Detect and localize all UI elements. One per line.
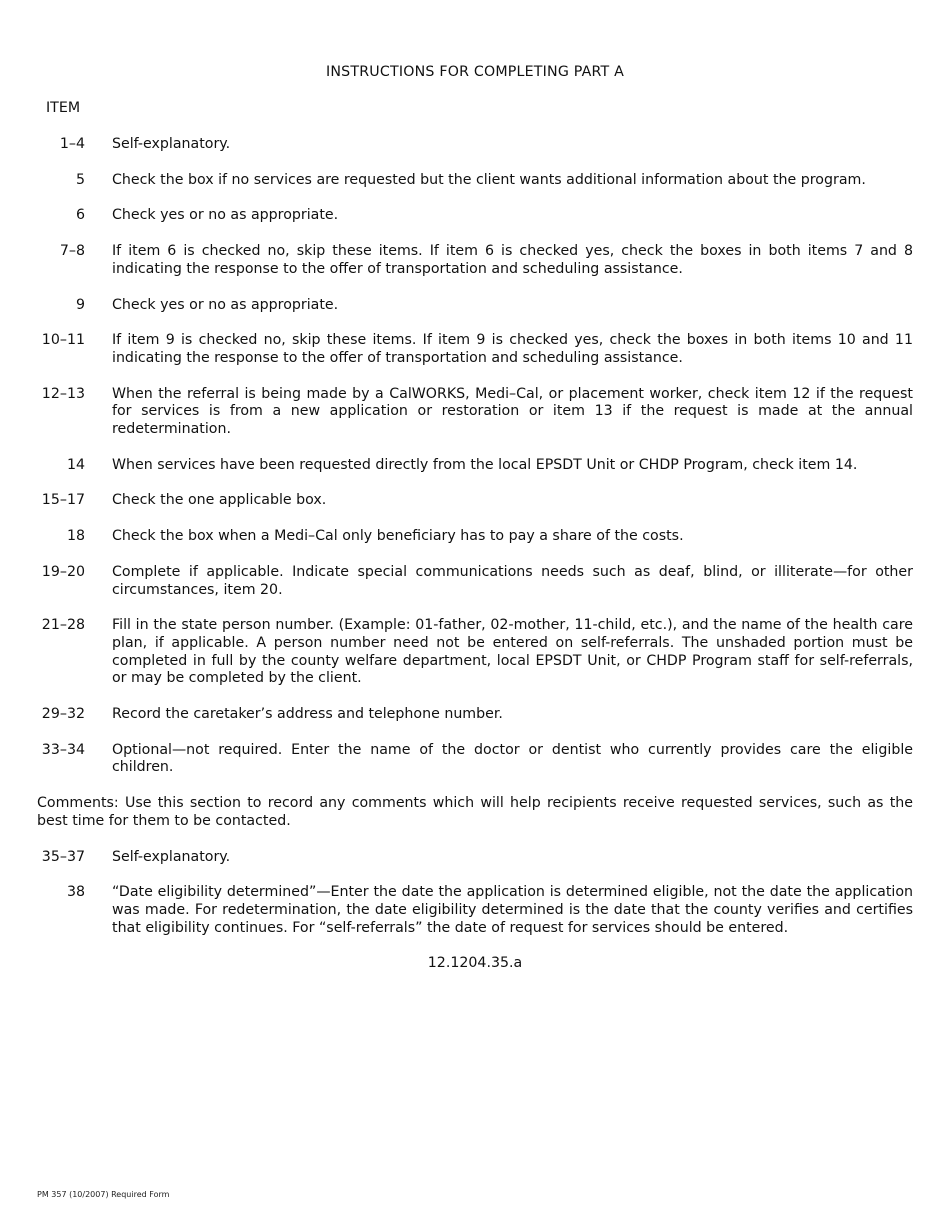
reference-number: 12.1204.35.a (427, 955, 523, 972)
item-number: 38 (66, 884, 85, 901)
item-number: 15–17 (41, 492, 85, 509)
instruction-item (37, 564, 913, 599)
item-description: Check the box when a Medi–Cal only beneficiary has to pay a share of the costs. (112, 528, 684, 545)
items-after-list (37, 849, 913, 938)
item-description: When services have been requested directly from the local EPSDT Unit or CHDP Program, check item 14. (112, 456, 858, 473)
item-column-header: ITEM (46, 100, 81, 116)
item-description: Record the caretaker’s address and telephone number. (112, 706, 503, 723)
item-number: 19–20 (41, 563, 85, 580)
item-number: 21–28 (41, 617, 85, 634)
item-number: 33–34 (41, 741, 85, 758)
item-number: 9 (75, 296, 85, 313)
form-footer: PM 357 (10/2007) Required Form (37, 1190, 170, 1199)
instruction-item (37, 386, 913, 439)
item-description: When the referral is being made by a CalWORKS, Medi–Cal, or placement worker, check item 12 if the request for services is from a new application or restoration or item 13 if the request is made at the annual redetermination. (112, 385, 913, 438)
item-number: 12–13 (41, 385, 85, 402)
instruction-item (37, 243, 913, 278)
instruction-item (37, 528, 913, 546)
item-description: Complete if applicable. Indicate special communications needs such as deaf, blind, or illiterate—for other circumstances, item 20. (112, 563, 913, 598)
item-number: 10–11 (41, 332, 85, 349)
item-description: Check yes or no as appropriate. (112, 207, 339, 224)
items-list (37, 136, 913, 777)
item-number: 35–37 (41, 848, 85, 865)
item-description: Check the box if no services are requested but the client wants additional information about the program. (112, 171, 866, 188)
instruction-item (37, 172, 913, 190)
instruction-item (37, 297, 913, 315)
instruction-item (37, 207, 913, 225)
item-description: Check the one applicable box. (112, 492, 327, 509)
instruction-item (37, 332, 913, 367)
item-description: “Date eligibility determined”—Enter the date the application is determined eligible, not the date the application was made. For redetermination, the date eligibility determined is the date that the county verifies and certifies that eligibility continues. For “self-referrals” the date of request for services should be entered. (112, 884, 913, 936)
item-number: 18 (66, 528, 85, 545)
instruction-item (37, 849, 913, 867)
item-number: 29–32 (41, 706, 85, 723)
item-description: Self-explanatory. (112, 848, 231, 865)
item-number: 7–8 (59, 243, 85, 260)
item-description: Fill in the state person number. (Example: 01-father, 02-mother, 11-child, etc.), and the name of the health care plan, if applicable. A person number need not be entered on self-referrals. The unshaded portion must be completed in full by the county welfare department, local EPSDT Unit, or CHDP Program staff for self-referrals, or may be completed by the client. (112, 617, 913, 687)
comments-paragraph: Comments: Use this section to record any comments which will help recipients receive requested services, such as the best time for them to be contacted. (37, 795, 913, 829)
instruction-item (37, 884, 913, 937)
instructions-body (37, 136, 913, 973)
instruction-item (37, 742, 913, 777)
instruction-item (37, 136, 913, 154)
item-number: 6 (75, 207, 85, 224)
instruction-item (37, 706, 913, 724)
item-description: Self-explanatory. (112, 136, 231, 152)
instruction-item (37, 492, 913, 510)
instruction-item (37, 457, 913, 475)
item-description: Check yes or no as appropriate. (112, 296, 339, 313)
item-description: Optional—not required. Enter the name of the doctor or dentist who currently provides care the eligible children. (112, 741, 913, 776)
instruction-item (37, 617, 913, 688)
page-title: INSTRUCTIONS FOR COMPLETING PART A (325, 64, 625, 80)
item-description: If item 6 is checked no, skip these items. If item 6 is checked yes, check the boxes in both items 7 and 8 indicating the response to the offer of transportation and scheduling assistance. (112, 243, 913, 277)
item-number: 5 (75, 171, 85, 188)
item-number: 1–4 (59, 136, 85, 152)
item-number: 14 (66, 456, 85, 473)
item-description: If item 9 is checked no, skip these items. If item 9 is checked yes, check the boxes in both items 10 and 11 indicating the response to the offer of transportation and scheduling assistance. (112, 332, 913, 366)
